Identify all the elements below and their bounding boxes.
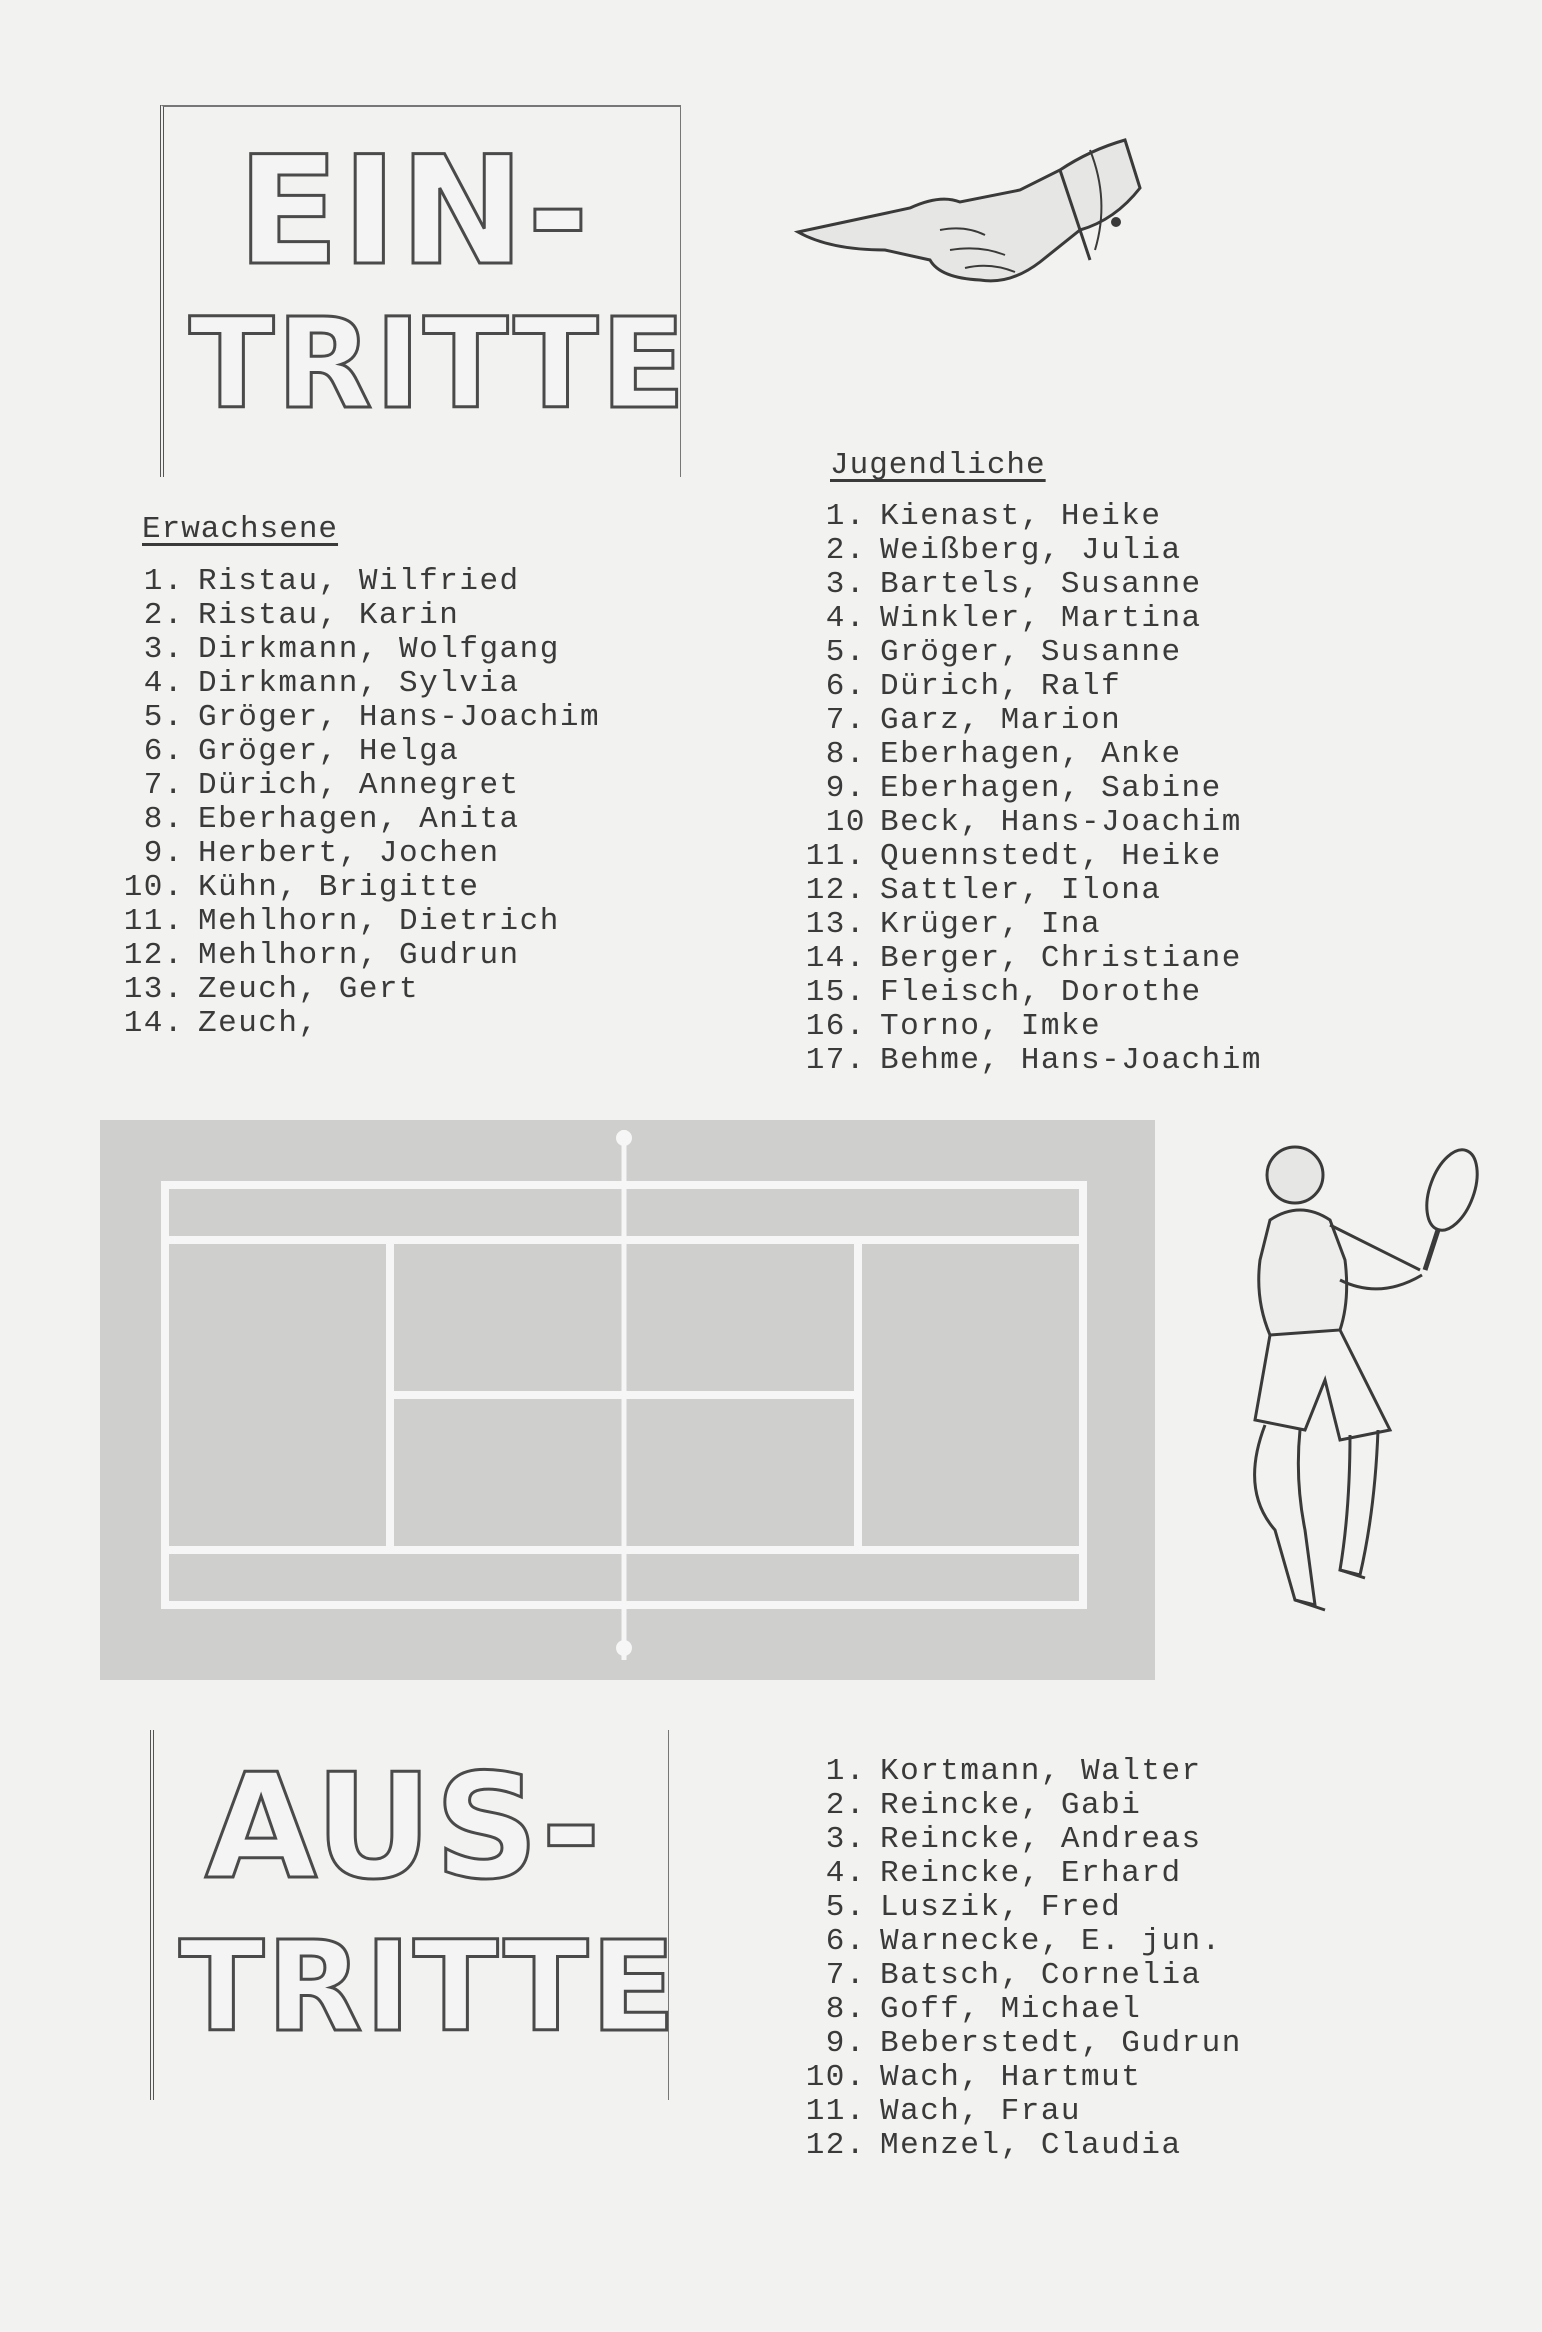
eintritte-heading-box <box>160 105 688 477</box>
list-item-name: Ristau, Wilfried <box>198 564 520 599</box>
list-item-number: 6. <box>825 1924 866 1959</box>
list-item-name: Zeuch, <box>198 1006 319 1041</box>
austritte-heading-line2: TRITTE <box>179 1915 678 2060</box>
list-item-number: 8. <box>143 802 184 837</box>
list-item <box>800 1891 1242 1925</box>
tennis-court-icon <box>100 1110 1155 1685</box>
list-item-name: Sattler, Ilona <box>880 873 1162 908</box>
list-item-name: Mehlhorn, Gudrun <box>198 938 520 973</box>
list-item-number: 3. <box>143 632 184 667</box>
list-item-name: Wach, Frau <box>880 2094 1082 2129</box>
list-item <box>800 534 1262 568</box>
list-item-number: 1. <box>825 499 866 534</box>
list-item <box>800 670 1262 704</box>
list-item <box>118 565 600 599</box>
list-item-name: Weißberg, Julia <box>880 533 1182 568</box>
list-item-name: Dirkmann, Sylvia <box>198 666 520 701</box>
list-item-number: 10. <box>805 2060 866 2095</box>
list-item-number: 5. <box>143 700 184 735</box>
pointing-hand-icon <box>790 110 1150 290</box>
list-item <box>800 704 1262 738</box>
list-item-name: Dürich, Ralf <box>880 669 1122 704</box>
list-item-number: 9. <box>825 771 866 806</box>
erwachsene-list <box>118 565 600 1041</box>
list-item-number: 2. <box>825 533 866 568</box>
list-item <box>800 2129 1242 2163</box>
list-item-name: Reincke, Erhard <box>880 1856 1182 1891</box>
eintritte-heading-line1: EIN- <box>236 125 592 299</box>
jugendliche-list <box>800 500 1262 1078</box>
list-item-number: 8. <box>825 1992 866 2027</box>
list-item-name: Warnecke, E. jun. <box>880 1924 1222 1959</box>
list-item-number: 12. <box>805 2128 866 2163</box>
list-item-number: 10 <box>825 805 866 840</box>
list-item-name: Luszik, Fred <box>880 1890 1122 1925</box>
list-item-name: Eberhagen, Sabine <box>880 771 1222 806</box>
list-item <box>800 1044 1262 1078</box>
list-item-number: 4. <box>143 666 184 701</box>
list-item-name: Mehlhorn, Dietrich <box>198 904 560 939</box>
list-item <box>800 738 1262 772</box>
list-item <box>800 2095 1242 2129</box>
list-item <box>800 2027 1242 2061</box>
list-item-name: Bartels, Susanne <box>880 567 1202 602</box>
list-item <box>800 942 1262 976</box>
list-item-name: Gröger, Susanne <box>880 635 1182 670</box>
austritte-heading-box <box>150 1730 678 2100</box>
jugendliche-label: Jugendliche <box>830 448 1046 483</box>
list-item-number: 16. <box>805 1009 866 1044</box>
austritte-heading-line1: AUS- <box>204 1743 604 1912</box>
list-item-name: Eberhagen, Anita <box>198 802 520 837</box>
erwachsene-label: Erwachsene <box>142 512 339 547</box>
list-item-name: Kühn, Brigitte <box>198 870 480 905</box>
list-item-name: Gröger, Hans-Joachim <box>198 700 601 735</box>
list-item-name: Fleisch, Dorothe <box>880 975 1202 1010</box>
list-item-name: Beck, Hans-Joachim <box>880 805 1242 840</box>
list-item <box>800 1959 1242 1993</box>
list-item-number: 4. <box>825 601 866 636</box>
list-item-number: 7. <box>143 768 184 803</box>
list-item-number: 14. <box>805 941 866 976</box>
list-item <box>800 1010 1262 1044</box>
list-item <box>118 599 600 633</box>
list-item-number: 3. <box>825 567 866 602</box>
list-item <box>800 976 1262 1010</box>
list-item-number: 5. <box>825 1890 866 1925</box>
list-item-name: Winkler, Martina <box>880 601 1202 636</box>
list-item-name: Torno, Imke <box>880 1009 1102 1044</box>
list-item-name: Krüger, Ina <box>880 907 1102 942</box>
list-item-number: 2. <box>825 1788 866 1823</box>
list-item <box>800 1925 1242 1959</box>
list-item <box>800 1993 1242 2027</box>
list-item-number: 3. <box>825 1822 866 1857</box>
list-item-name: Dürich, Annegret <box>198 768 520 803</box>
list-item <box>118 701 600 735</box>
list-item-number: 13. <box>123 972 184 1007</box>
list-item-number: 9. <box>825 2026 866 2061</box>
list-item-name: Berger, Christiane <box>880 941 1242 976</box>
list-item <box>800 1789 1242 1823</box>
list-item-number: 7. <box>825 703 866 738</box>
list-item-name: Batsch, Cornelia <box>880 1958 1202 1993</box>
list-item <box>800 908 1262 942</box>
list-item <box>800 1857 1242 1891</box>
list-item <box>118 667 600 701</box>
list-item-name: Kortmann, Walter <box>880 1754 1202 1789</box>
list-item-name: Menzel, Claudia <box>880 2128 1182 2163</box>
list-item-number: 12. <box>123 938 184 973</box>
list-item-name: Zeuch, Gert <box>198 972 420 1007</box>
list-item-name: Goff, Michael <box>880 1992 1142 2027</box>
list-item-number: 15. <box>805 975 866 1010</box>
list-item-number: 12. <box>805 873 866 908</box>
list-item-number: 17. <box>805 1043 866 1078</box>
list-item <box>800 772 1262 806</box>
list-item <box>118 871 600 905</box>
list-item-name: Herbert, Jochen <box>198 836 500 871</box>
list-item <box>800 2061 1242 2095</box>
list-item-name: Beberstedt, Gudrun <box>880 2026 1242 2061</box>
list-item-number: 11. <box>805 839 866 874</box>
list-item <box>800 840 1262 874</box>
list-item-name: Wach, Hartmut <box>880 2060 1142 2095</box>
list-item-number: 14. <box>123 1006 184 1041</box>
list-item-name: Ristau, Karin <box>198 598 460 633</box>
list-item <box>118 837 600 871</box>
list-item <box>118 735 600 769</box>
list-item-number: 2. <box>143 598 184 633</box>
list-item-number: 8. <box>825 737 866 772</box>
austritte-list <box>800 1755 1242 2163</box>
list-item-number: 5. <box>825 635 866 670</box>
eintritte-heading-line2: TRITTE <box>189 292 688 437</box>
list-item <box>118 939 600 973</box>
list-item-number: 4. <box>825 1856 866 1891</box>
list-item-number: 6. <box>825 669 866 704</box>
list-item <box>118 905 600 939</box>
list-item <box>118 769 600 803</box>
list-item-name: Reincke, Gabi <box>880 1788 1142 1823</box>
list-item-name: Dirkmann, Wolfgang <box>198 632 560 667</box>
list-item-name: Gröger, Helga <box>198 734 460 769</box>
list-item-number: 11. <box>123 904 184 939</box>
list-item <box>800 1755 1242 1789</box>
list-item-name: Behme, Hans-Joachim <box>880 1043 1262 1078</box>
list-item <box>800 636 1262 670</box>
list-item-number: 6. <box>143 734 184 769</box>
list-item-number: 7. <box>825 1958 866 1993</box>
list-item <box>800 1823 1242 1857</box>
list-item <box>118 973 600 1007</box>
tennis-player-icon <box>1200 1130 1500 1650</box>
list-item <box>800 806 1262 840</box>
list-item-number: 13. <box>805 907 866 942</box>
list-item <box>118 1007 600 1041</box>
list-item <box>118 803 600 837</box>
list-item-number: 9. <box>143 836 184 871</box>
list-item-number: 1. <box>143 564 184 599</box>
list-item-number: 11. <box>805 2094 866 2129</box>
list-item-name: Reincke, Andreas <box>880 1822 1202 1857</box>
list-item-number: 1. <box>825 1754 866 1789</box>
list-item-name: Kienast, Heike <box>880 499 1162 534</box>
list-item <box>800 602 1262 636</box>
list-item <box>800 874 1262 908</box>
list-item-name: Eberhagen, Anke <box>880 737 1182 772</box>
list-item-name: Quennstedt, Heike <box>880 839 1222 874</box>
list-item-number: 10. <box>123 870 184 905</box>
list-item <box>118 633 600 667</box>
list-item-name: Garz, Marion <box>880 703 1122 738</box>
list-item <box>800 568 1262 602</box>
list-item <box>800 500 1262 534</box>
